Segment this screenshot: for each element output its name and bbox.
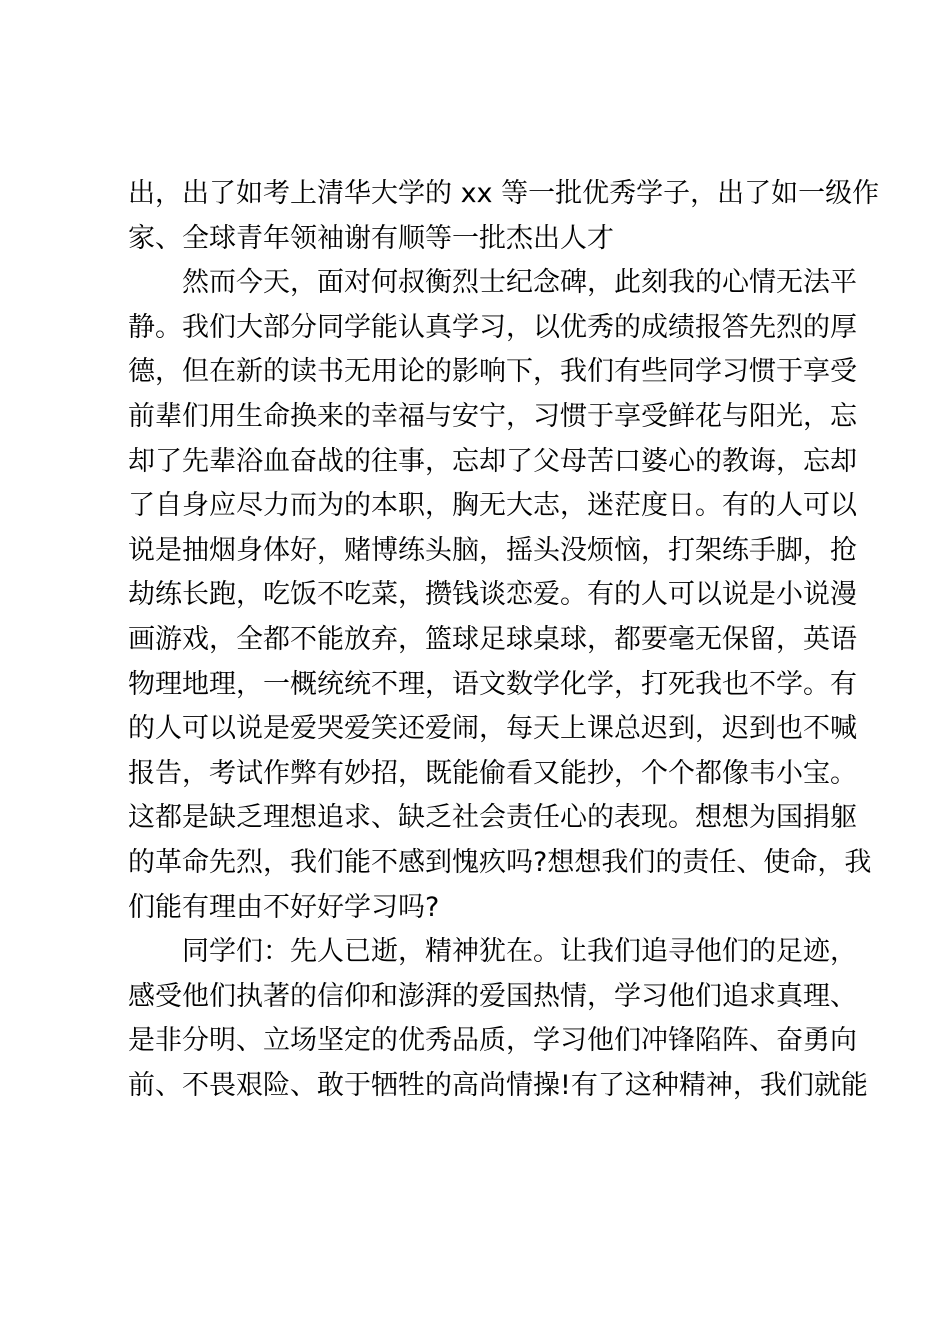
text-line: 是非分明、立场坚定的优秀品质，学习他们冲锋陷阵、奋勇向	[128, 1025, 857, 1057]
paragraph	[128, 930, 868, 1108]
text-line: 这都是缺乏理想追求、缺乏社会责任心的表现。想想为国捐躯	[128, 802, 857, 834]
text-line: 画游戏，全都不能放弃，篮球足球桌球，都要毫无保留，英语	[128, 623, 857, 655]
text-line: 出，出了如考上清华大学的 xx 等一批优秀学子，出了如一级作	[128, 178, 880, 209]
text-line: 们能有理由不好好学习吗?	[128, 891, 440, 923]
text-line: 说是抽烟身体好，赌博练头脑，摇头没烦恼，打架练手脚，抢	[128, 534, 857, 566]
text-line: 却了先辈浴血奋战的往事，忘却了父母苦口婆心的教诲，忘却	[128, 445, 857, 477]
text-line: 了自身应尽力而为的本职，胸无大志，迷茫度日。有的人可以	[128, 490, 857, 522]
text-line: 同学们：先人已逝，精神犹在。让我们追寻他们的足迹，	[182, 936, 857, 968]
text-line: 静。我们大部分同学能认真学习，以优秀的成绩报答先烈的厚	[128, 311, 857, 343]
paragraph	[128, 261, 872, 930]
text-line: 的革命先烈，我们能不感到愧疚吗?想想我们的责任、使命，我	[128, 846, 872, 878]
text-line: 感受他们执著的信仰和澎湃的爱国热情，学习他们追求真理、	[128, 980, 857, 1012]
text-line: 家、全球青年领袖谢有顺等一批杰出人才	[128, 222, 614, 254]
text-line: 德，但在新的读书无用论的影响下，我们有些同学习惯于享受	[128, 356, 857, 388]
text-line: 前、不畏艰险、敢于牺牲的高尚情操!有了这种精神，我们就能	[128, 1069, 868, 1101]
text-line: 的人可以说是爱哭爱笑还爱闹，每天上课总迟到，迟到也不喊	[128, 713, 857, 745]
text-line: 报告，考试作弊有妙招，既能偷看又能抄，个个都像韦小宝。	[128, 757, 857, 789]
text-line: 然而今天，面对何叔衡烈士纪念碑，此刻我的心情无法平	[182, 267, 857, 299]
text-line: 前辈们用生命换来的幸福与安宁，习惯于享受鲜花与阳光，忘	[128, 400, 857, 432]
text-line: 劫练长跑，吃饭不吃菜，攒钱谈恋爱。有的人可以说是小说漫	[128, 579, 857, 611]
document-body	[128, 172, 880, 1108]
paragraph-continuation	[128, 172, 880, 261]
text-line: 物理地理，一概统统不理，语文数学化学，打死我也不学。有	[128, 668, 857, 700]
